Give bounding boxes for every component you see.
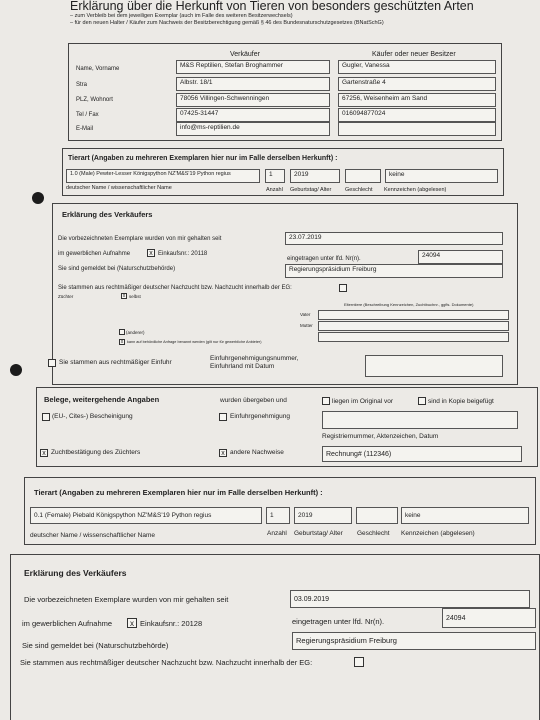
species-marks-caption-2: Kennzeichen (abgelesen)	[401, 530, 475, 537]
header-note-1: – zum Verbleib bei dem jeweiligen Exemplar (auch im Falle des weiteren Besitzerwechsels)	[70, 13, 293, 19]
species-count-field-2[interactable]: 1	[266, 507, 290, 524]
email-label: E-Mail	[76, 126, 94, 132]
punch-hole	[10, 364, 22, 376]
seller-column-header: Verkäufer	[230, 51, 260, 58]
cites-label: (EU-, Cites-) Bescheinigung	[52, 413, 133, 420]
street-label: Stra	[76, 82, 88, 88]
species-sex-field-1[interactable]	[345, 169, 381, 183]
buyer-email-field[interactable]	[338, 122, 496, 136]
buyer-street-field[interactable]: Gartenstraße 4	[338, 77, 496, 91]
buyer-name-field[interactable]: Gugler, Vanessa	[338, 60, 496, 74]
eg-origin-checkbox-1[interactable]	[339, 284, 347, 292]
breeder-other-label: (anderer)	[126, 330, 145, 335]
father-field[interactable]	[318, 310, 509, 320]
other-evidence-label: andere Nachweise	[230, 449, 284, 456]
species-name-caption-1: deutscher Name / wissenschaftlicher Name	[66, 185, 172, 191]
species-sex-caption-1: Geschlecht	[345, 187, 373, 193]
species-year-field-1[interactable]: 2019	[290, 169, 340, 183]
name-on-request-label: kann auf behördliche Anfrage benannt werden (gilt nur für gewerbliche Anbieter)	[127, 340, 262, 344]
species-name-field-1[interactable]: 1.0 (Male) Pewter-Lesser Königspython NZ'M&S'19 Python regius	[66, 169, 260, 183]
punch-hole	[32, 192, 44, 204]
parents-label: Elterntiere (Beschreibung Kennzeichen, Zuchtbuchnr., ggfls. Dokumente)	[344, 302, 474, 307]
evidence-heading: Belege, weitergehende Angaben	[44, 395, 160, 404]
parents-extra-field[interactable]	[318, 332, 509, 342]
species-heading-2: Tierart (Angaben zu mehreren Exemplaren hier nur im Falle derselben Herkunft) :	[34, 488, 323, 497]
species-count-field-1[interactable]: 1	[265, 169, 285, 183]
breeder-confirmation-label: Zuchtbestätigung des Züchters	[51, 449, 141, 456]
phone-label: Tel / Fax	[76, 112, 99, 118]
seller-email-field[interactable]: info@ms-reptilien.de	[176, 122, 330, 136]
buyer-phone-field[interactable]: 016094877024	[338, 108, 496, 122]
eg-origin-label-2: Sie stammen aus rechtmäßiger deutscher Nachzucht bzw. Nachzucht innerhalb der EG:	[20, 658, 313, 667]
species-count-caption-1: Anzahl	[266, 187, 283, 193]
authority-field-1[interactable]: Regierungspräsidium Freiburg	[285, 264, 503, 278]
seller-name-field[interactable]: M&S Reptilien, Stefan Broghammer	[176, 60, 330, 74]
header-note-2: – für den neuen Halter / Käufer zum Nachweis der Besitzberechtigung gemäß § 46 des Bundesnaturschutzgesetzes (BNatSchG)	[70, 20, 384, 26]
registration-number-label: Registriernummer, Aktenzeichen, Datum	[322, 433, 439, 440]
seller-declaration-heading-2: Erklärung des Verkäufers	[24, 568, 127, 578]
seller-city-field[interactable]: 78056 Villingen-Schwenningen	[176, 93, 330, 107]
import-label: Sie stammen aus rechtmäßiger Einfuhr	[59, 359, 172, 366]
mother-field[interactable]	[318, 321, 509, 331]
species-heading-1: Tierart (Angaben zu mehreren Exemplaren hier nur im Falle derselben Herkunft) :	[68, 155, 338, 162]
cites-checkbox[interactable]	[42, 413, 50, 421]
commercial-label-2: im gewerblichen Aufnahme	[22, 619, 113, 628]
original-label: liegen im Original vor	[332, 398, 394, 405]
authority-label-1: Sie sind gemeldet bei (Naturschutzbehörde)	[58, 266, 176, 272]
copy-label: sind in Kopie beigefügt	[428, 398, 494, 405]
evidence-entry-field[interactable]	[322, 411, 518, 429]
seller-declaration-heading-1: Erklärung des Verkäufers	[62, 210, 153, 219]
invoice-field[interactable]: Rechnung# (112346)	[322, 446, 522, 462]
document-title: Erklärung über die Herkunft von Tieren von besonders geschützten Arten	[70, 0, 474, 13]
held-since-field-1[interactable]: 23.07.2019	[285, 232, 503, 245]
eg-origin-checkbox-2[interactable]	[354, 657, 364, 667]
city-label: PLZ, Wohnort	[76, 97, 113, 103]
import-country-label: Einfuhrland mit Datum	[210, 363, 275, 370]
father-label: Vater	[300, 312, 311, 317]
other-evidence-checkbox[interactable]: x	[219, 449, 227, 457]
copy-checkbox[interactable]	[418, 397, 426, 405]
species-year-caption-2: Geburtstag/ Alter	[294, 530, 343, 537]
commercial-checkbox-2[interactable]: x	[127, 618, 137, 628]
registered-label-1: eingetragen unter lfd. Nr(n).	[287, 256, 361, 262]
import-permit-checkbox[interactable]	[219, 413, 227, 421]
commercial-checkbox-1[interactable]: x	[147, 249, 155, 257]
purchase-no-label-2: Einkaufsnr.: 20128	[140, 619, 203, 628]
name-on-request-checkbox[interactable]: x	[120, 339, 124, 345]
registered-no-field-2[interactable]: 24094	[442, 608, 536, 628]
species-marks-caption-1: Kennzeichen (abgelesen)	[384, 187, 447, 193]
authority-label-2: Sie sind gemeldet bei (Naturschutzbehörde)	[22, 641, 169, 650]
species-name-caption-2: deutscher Name / wissenschaftlicher Name	[30, 532, 155, 539]
species-year-field-2[interactable]: 2019	[294, 507, 352, 524]
handed-over-label: wurden übergeben und	[220, 397, 287, 404]
species-marks-field-1[interactable]: keine	[385, 169, 498, 183]
import-permit-field[interactable]	[365, 355, 503, 377]
held-since-label-2: Die vorbezeichneten Exemplare wurden von mir gehalten seit	[24, 595, 229, 604]
breeder-self-checkbox[interactable]: x	[122, 293, 126, 299]
species-name-field-2[interactable]: 0.1 (Female) Piebald Königspython NZ'M&S'19 Python regius	[30, 507, 262, 524]
mother-label: Mutter	[300, 323, 313, 328]
purchase-no-label-1: Einkaufsnr.: 20118	[158, 251, 208, 257]
buyer-column-header: Käufer oder neuer Besitzer	[372, 51, 456, 58]
held-since-label-1: Die vorbezeichneten Exemplare wurden von mir gehalten seit	[58, 236, 222, 242]
import-permit-doc-label: Einfuhrgenehmigung	[230, 413, 290, 420]
name-label: Name, Vorname	[76, 66, 120, 72]
held-since-field-2[interactable]: 03.09.2019	[290, 590, 530, 608]
breeder-label: Züchter	[58, 294, 74, 299]
species-count-caption-2: Anzahl	[267, 530, 287, 537]
species-marks-field-2[interactable]: keine	[401, 507, 529, 524]
species-year-caption-1: Geburtstag/ Alter	[290, 187, 332, 193]
breeder-other-checkbox[interactable]	[119, 329, 125, 335]
species-sex-field-2[interactable]	[356, 507, 398, 524]
buyer-city-field[interactable]: 67256, Weisenheim am Sand	[338, 93, 496, 107]
seller-street-field[interactable]: Albstr. 18/1	[176, 77, 330, 91]
authority-field-2[interactable]: Regierungspräsidium Freiburg	[292, 632, 536, 650]
original-checkbox[interactable]	[322, 397, 330, 405]
eg-origin-label-1: Sie stammen aus rechtmäßiger deutscher Nachzucht bzw. Nachzucht innerhalb der EG:	[58, 285, 292, 291]
import-permit-label: Einfuhrgenehmigungsnummer,	[210, 355, 299, 362]
breeder-confirmation-checkbox[interactable]: x	[40, 449, 48, 457]
commercial-label-1: im gewerblichen Aufnahme	[58, 251, 131, 257]
registered-label-2: eingetragen unter lfd. Nr(n).	[292, 617, 385, 626]
import-checkbox[interactable]	[48, 359, 56, 367]
breeder-self-label: selbst	[129, 294, 141, 299]
species-sex-caption-2: Geschlecht	[357, 530, 390, 537]
registered-no-field-1[interactable]: 24094	[418, 250, 503, 264]
seller-phone-field[interactable]: 07425-31447	[176, 108, 330, 122]
